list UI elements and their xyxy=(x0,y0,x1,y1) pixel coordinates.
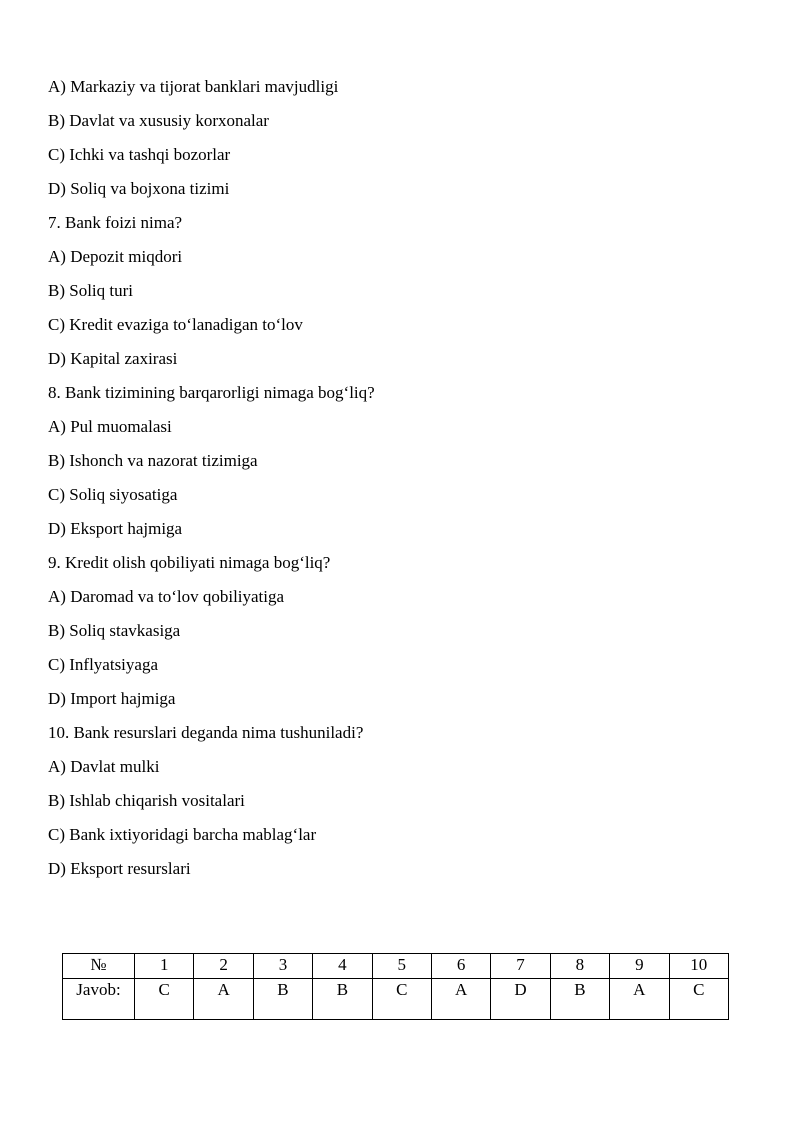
option-line: B) Davlat va xususiy korxonalar xyxy=(48,111,269,130)
option-line: C) Bank ixtiyoridagi barcha mablag‘lar xyxy=(48,825,317,844)
option-line: B) Soliq stavkasiga xyxy=(48,621,181,640)
option-line: B) Ishlab chiqarish vositalari xyxy=(48,791,245,810)
option-line: A) Pul muomalasi xyxy=(48,417,172,436)
answer-cell: C xyxy=(669,979,728,1020)
answer-key-table xyxy=(62,953,729,1020)
row-header-number: № xyxy=(63,954,135,979)
option-line: B) Ishonch va nazorat tizimiga xyxy=(48,451,258,470)
question-number-cell: 1 xyxy=(135,954,194,979)
answer-cell: C xyxy=(135,979,194,1020)
option-line: C) Soliq siyosatiga xyxy=(48,485,178,504)
question-number-cell: 10 xyxy=(669,954,728,979)
question-number-cell: 7 xyxy=(491,954,550,979)
table-row xyxy=(63,979,729,1020)
answer-cell: A xyxy=(431,979,490,1020)
answer-cell: B xyxy=(253,979,312,1020)
question-number-cell: 6 xyxy=(431,954,490,979)
option-line: D) Import hajmiga xyxy=(48,689,176,708)
option-line: D) Kapital zaxirasi xyxy=(48,349,178,368)
option-line: A) Markaziy va tijorat banklari mavjudligi xyxy=(48,77,339,96)
question-line: 9. Kredit olish qobiliyati nimaga bog‘liq? xyxy=(48,553,331,572)
option-line: C) Kredit evaziga to‘lanadigan to‘lov xyxy=(48,315,303,334)
option-line: A) Depozit miqdori xyxy=(48,247,183,266)
row-header-answer: Javob: xyxy=(63,979,135,1020)
option-line: C) Ichki va tashqi bozorlar xyxy=(48,145,231,164)
option-line: B) Soliq turi xyxy=(48,281,134,300)
answer-cell: B xyxy=(550,979,609,1020)
answer-cell: C xyxy=(372,979,431,1020)
question-line: 8. Bank tizimining barqarorligi nimaga bog‘liq? xyxy=(48,383,375,402)
question-number-cell: 4 xyxy=(313,954,372,979)
option-line: C) Inflyatsiyaga xyxy=(48,655,158,674)
question-line: 10. Bank resurslari deganda nima tushuniladi? xyxy=(48,723,364,742)
question-line: 7. Bank foizi nima? xyxy=(48,213,183,232)
option-line: A) Daromad va to‘lov qobiliyatiga xyxy=(48,587,285,606)
option-line: D) Soliq va bojxona tizimi xyxy=(48,179,230,198)
question-number-cell: 2 xyxy=(194,954,253,979)
option-line: A) Davlat mulki xyxy=(48,757,160,776)
answer-cell: A xyxy=(194,979,253,1020)
question-number-cell: 3 xyxy=(253,954,312,979)
question-number-cell: 5 xyxy=(372,954,431,979)
answer-cell: B xyxy=(313,979,372,1020)
answer-cell: A xyxy=(610,979,669,1020)
table-row xyxy=(63,954,729,979)
option-line: D) Eksport resurslari xyxy=(48,859,191,878)
question-number-cell: 8 xyxy=(550,954,609,979)
option-line: D) Eksport hajmiga xyxy=(48,519,183,538)
question-number-cell: 9 xyxy=(610,954,669,979)
question-list xyxy=(48,76,375,892)
answer-cell: D xyxy=(491,979,550,1020)
